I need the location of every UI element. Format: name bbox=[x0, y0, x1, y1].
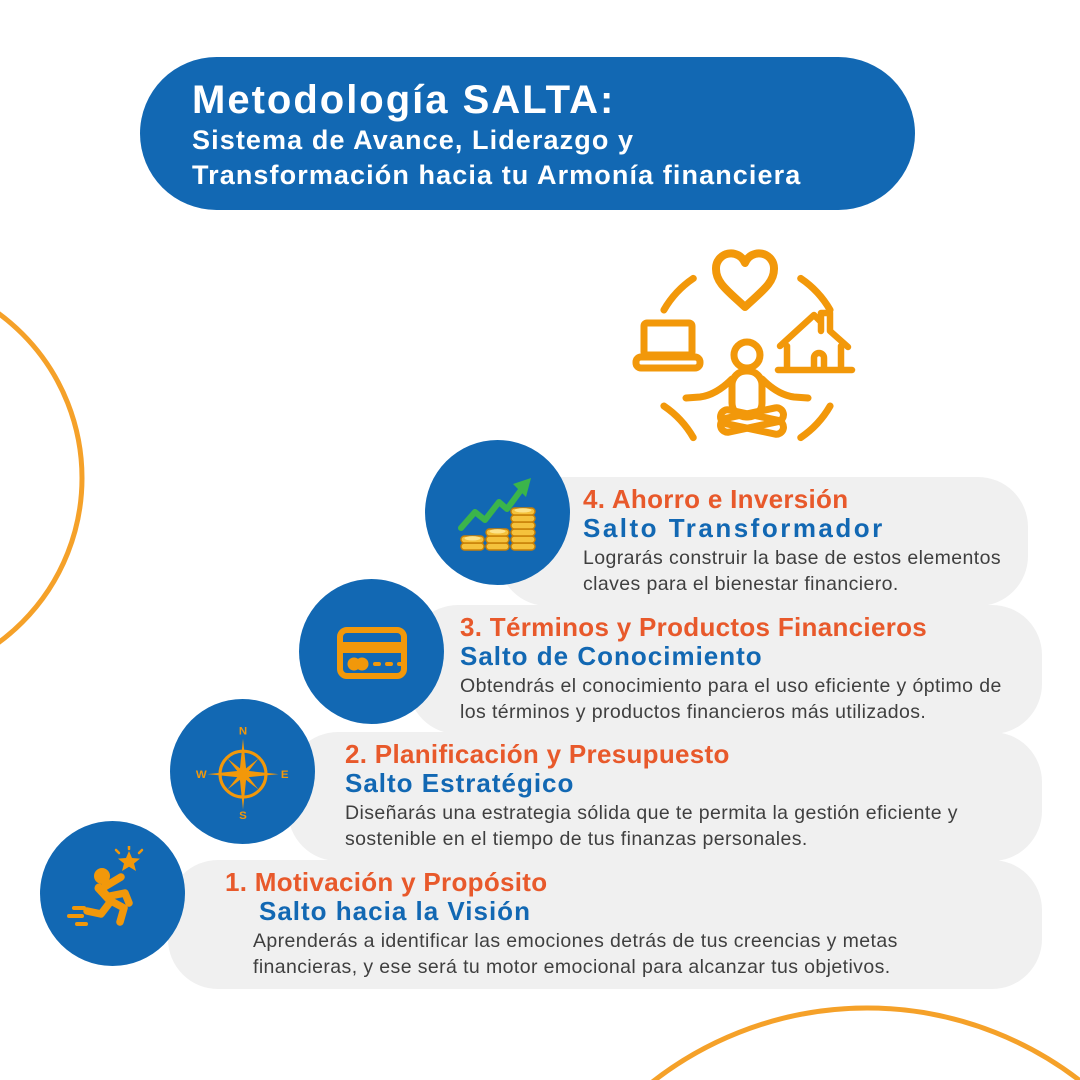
left-circle-outline-decoration bbox=[0, 270, 85, 690]
step-description: Aprenderás a identificar las emociones detrás de tus creencias y metas financieras, y ese será tu motor emocional para alcanzar tus objetivos. bbox=[253, 930, 898, 978]
step-title: 1. Motivación y Propósito bbox=[225, 867, 548, 897]
page-title: Metodología SALTA: bbox=[192, 78, 616, 122]
step-card bbox=[288, 732, 1042, 861]
page-subtitle-line1: Sistema de Avance, Liderazgo y bbox=[192, 125, 635, 155]
step-icon-circle bbox=[170, 699, 315, 844]
step-card bbox=[498, 477, 1028, 606]
step-card bbox=[408, 605, 1042, 734]
credit-card-icon bbox=[326, 606, 418, 698]
step-icon-circle bbox=[425, 440, 570, 585]
compass-south-label: S bbox=[238, 809, 247, 820]
laptop-icon bbox=[636, 323, 700, 368]
compass-west-label: W bbox=[195, 768, 207, 781]
step-subtitle: Salto Estratégico bbox=[345, 768, 575, 798]
step-subtitle: Salto hacia la Visión bbox=[259, 896, 531, 926]
meditation-balance-icon bbox=[628, 243, 883, 465]
step-description: Lograrás construir la base de estos elementos claves para el bienestar financiero. bbox=[583, 547, 1001, 595]
step-subtitle: Salto Transformador bbox=[583, 513, 885, 543]
step-description: Obtendrás el conocimiento para el uso eficiente y óptimo de los términos y productos financieros más utilizados. bbox=[460, 675, 1002, 723]
bottom-right-circle-outline-decoration bbox=[600, 995, 1080, 1080]
compass-north-label: N bbox=[238, 724, 247, 737]
step-title: 4. Ahorro e Inversión bbox=[583, 484, 849, 514]
coins-growth-icon bbox=[455, 470, 541, 556]
step-icon-circle bbox=[40, 821, 185, 966]
compass-east-label: E bbox=[280, 768, 289, 781]
compass-icon bbox=[195, 724, 291, 820]
step-subtitle: Salto de Conocimiento bbox=[460, 641, 763, 671]
step-title: 2. Planificación y Presupuesto bbox=[345, 739, 730, 769]
step-card bbox=[168, 860, 1042, 989]
step-title: 3. Términos y Productos Financieros bbox=[460, 612, 928, 642]
house-icon bbox=[778, 313, 852, 370]
step-description: Diseñarás una estrategia sólida que te permita la gestión eficiente y sostenible en el tiempo de tus finanzas personales. bbox=[345, 802, 958, 850]
header-banner bbox=[140, 57, 915, 210]
page-subtitle-line2: Transformación hacia tu Armonía financiera bbox=[192, 160, 802, 190]
step-icon-circle bbox=[299, 579, 444, 724]
leaping-person-star-icon bbox=[65, 846, 161, 942]
heart-icon bbox=[716, 253, 774, 307]
